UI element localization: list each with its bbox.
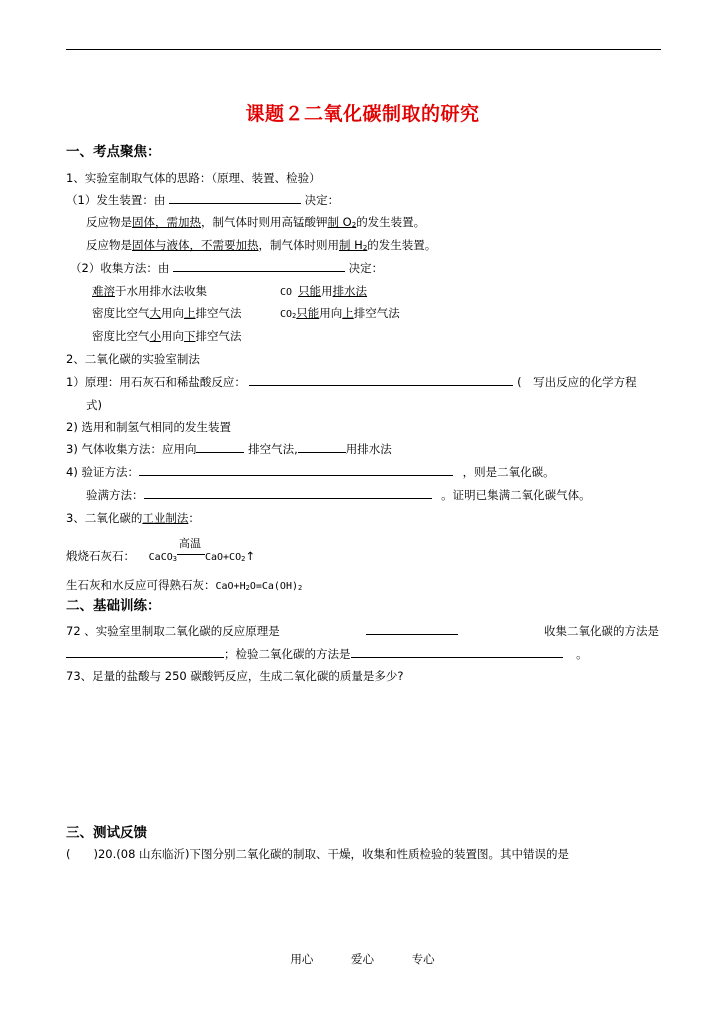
col-b2-underlined: 只能 xyxy=(296,306,320,320)
q72-c: ；检验二氧化碳的方法是 xyxy=(224,647,351,661)
principle-end: ( 写出反应的化学方程 xyxy=(517,375,637,389)
section2-heading: 二、基础训练： xyxy=(66,598,161,614)
gen-a-pre: 反应物是 xyxy=(86,215,132,229)
verify-blank[interactable] xyxy=(139,464,453,476)
generator-line xyxy=(66,192,339,208)
q72-d: 。 xyxy=(576,647,588,661)
col-b-pre: 密度比空气 xyxy=(92,306,150,320)
calcine-product: $CaO+CO_2$ xyxy=(204,552,246,563)
gas-collect-c: 用排水法 xyxy=(345,442,392,456)
footer xyxy=(0,951,725,967)
collection-label: （2）收集方法：由 xyxy=(70,261,170,275)
calcine-label: 煅烧石灰石： xyxy=(66,549,135,563)
col-b-mid: 用向 xyxy=(161,306,184,320)
col-c-underlined: 小 xyxy=(149,329,161,343)
header-rule xyxy=(66,49,661,50)
lime-line xyxy=(66,577,302,596)
reaction-condition: 高温 xyxy=(177,548,205,564)
col-b-underlined: 大 xyxy=(149,306,161,320)
col-a2-mid: 用 xyxy=(321,284,333,298)
gas-collect-blank-1[interactable] xyxy=(196,441,244,453)
col-a2-underlined: 只能 xyxy=(298,284,322,298)
apparatus-line: 2) 选用和制氢气相同的发生装置 xyxy=(66,420,231,434)
q72-line-2 xyxy=(66,646,588,662)
full-check-label: 验满方法： xyxy=(86,488,144,502)
gas-collect-blank-2[interactable] xyxy=(298,441,346,453)
col-c-pre: 密度比空气 xyxy=(92,329,150,343)
item1-text: 1、实验室制取气体的思路：（原理、装置、检验） xyxy=(66,171,321,185)
collection-b2-line xyxy=(280,305,400,324)
gen-a-mid: ，制气体时则用高锰酸钾 xyxy=(201,215,328,229)
gen-a-underlined-2: 制 $O_2$ xyxy=(327,215,357,229)
gen-b-end: 的发生装置。 xyxy=(367,238,437,252)
generator-decide: 决定： xyxy=(304,193,340,207)
item3-pre: 3、二氧化碳的 xyxy=(66,511,143,525)
col-c-underlined-2: 下 xyxy=(184,329,196,343)
calcine-line xyxy=(66,537,255,567)
col-a2-underlined-2: 排水法 xyxy=(332,284,368,298)
col-c-mid: 用向 xyxy=(161,329,184,343)
full-check-end: 。证明已集满二氧化碳气体。 xyxy=(441,488,591,502)
collection-c-line xyxy=(92,328,242,344)
collection-decide: 决定： xyxy=(348,261,384,275)
generator-blank[interactable] xyxy=(169,192,301,204)
collection-line xyxy=(70,260,383,276)
gas-collect-b: 排空气法, xyxy=(248,442,298,456)
item3-end: ： xyxy=(188,511,200,525)
footer-word-1: 用心 xyxy=(290,952,314,966)
generator-liquid-line xyxy=(86,237,436,256)
q20-text: ( )20.(08 山东临沂)下图分别二氧化碳的制取、干燥，收集和性质检验的装置图。其中错误的是 xyxy=(66,847,570,861)
co-label: CO xyxy=(280,287,299,298)
verify-label: 4) 验证方法： xyxy=(66,465,139,479)
footer-word-2: 爱心 xyxy=(351,952,374,966)
generator-solid-line xyxy=(86,214,425,233)
col-a-rest: 于水用排水法收集 xyxy=(115,284,207,298)
principle-cont: 式) xyxy=(86,398,102,412)
gen-a-underlined: 固体，需加热 xyxy=(132,215,201,229)
gen-b-pre: 反应物是 xyxy=(86,238,132,252)
collection-blank[interactable] xyxy=(173,260,345,272)
gas-collect-line xyxy=(66,441,392,457)
q72-blank-1[interactable] xyxy=(366,623,458,635)
col-b2-underlined-2: 上 xyxy=(342,306,354,320)
gen-b-mid: ，制气体时则用 xyxy=(258,238,339,252)
q72-b: 收集二氧化碳的方法是 xyxy=(543,624,659,638)
lime-equation: $CaO+H_2O=Ca(OH)_2$ xyxy=(215,581,303,592)
item3-underlined: 工业制法 xyxy=(142,511,189,525)
page-title: 课题２二氧化碳制取的研究 xyxy=(245,103,480,125)
col-b2-end: 排空气法 xyxy=(353,306,400,320)
q72-blank-2[interactable] xyxy=(66,646,224,658)
principle-blank[interactable] xyxy=(249,374,513,386)
col-a-underlined: 难溶 xyxy=(92,284,115,298)
q72-a: 72 、实验室里制取二氧化碳的反应原理是 xyxy=(66,624,280,638)
gen-b-underlined-2: 制 $H_2$ xyxy=(339,238,368,252)
co2-label: $CO_2$ xyxy=(280,309,297,320)
col-c-end: 排空气法 xyxy=(195,329,242,343)
calcine-reactant: CaCO$_3$ xyxy=(148,552,177,563)
verify-line xyxy=(66,464,555,480)
gen-a-end: 的发生装置。 xyxy=(356,215,426,229)
col-b2-mid: 用向 xyxy=(319,306,343,320)
section3-heading: 三、测试反馈 xyxy=(66,825,147,841)
principle-label: 1）原理：用石灰石和稀盐酸反应： xyxy=(66,375,246,389)
collection-a2-line xyxy=(280,283,367,301)
full-check-line xyxy=(86,487,591,503)
q72-line-1 xyxy=(66,623,659,639)
collection-a-line xyxy=(92,283,207,299)
item2-text: 2、二氧化碳的实验室制法 xyxy=(66,352,200,366)
generator-label: （1）发生装置：由 xyxy=(66,193,166,207)
footer-word-3: 专心 xyxy=(411,952,435,966)
gen-b-underlined: 固体与液体，不需要加热 xyxy=(132,238,259,252)
q72-blank-3[interactable] xyxy=(351,646,563,658)
gas-collect-a: 3) 气体收集方法：应用向 xyxy=(66,442,197,456)
col-b-end: 排空气法 xyxy=(195,306,242,320)
verify-end: ，则是二氧化碳。 xyxy=(462,465,555,479)
collection-b-line xyxy=(92,305,242,321)
full-check-blank[interactable] xyxy=(144,487,432,499)
q73-text: 73、足量的盐酸与 250 碳酸钙反应，生成二氧化碳的质量是多少? xyxy=(66,669,404,683)
col-b-underlined-2: 上 xyxy=(184,306,196,320)
gas-arrow-icon: ↑ xyxy=(245,549,255,563)
lime-text: 生石灰和水反应可得熟石灰： xyxy=(66,578,216,592)
section1-heading: 一、考点聚焦： xyxy=(66,144,161,160)
item3-line xyxy=(66,510,200,526)
principle-line xyxy=(66,374,637,390)
